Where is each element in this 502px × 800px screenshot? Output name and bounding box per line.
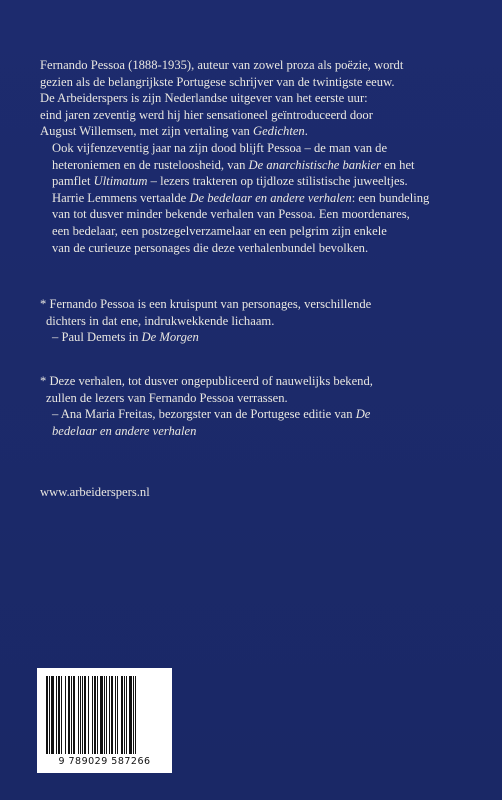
review-quote-2: [40, 373, 480, 439]
blurb: [40, 57, 472, 256]
barcode-bar: [109, 676, 110, 754]
blurb-line: van de curieuze personages die deze verhalenbundel bevolken.: [52, 240, 369, 255]
blurb-line: Ook vijfenzeventig jaar na zijn dood blijft Pessoa – de man van de: [52, 140, 388, 155]
blurb-line: Fernando Pessoa (1888-1935), auteur van zowel proza als poëzie, wordt: [40, 58, 404, 72]
source-title: De Morgen: [141, 330, 199, 345]
quote-attribution: [40, 406, 480, 423]
text-run: August Willemsen, met zijn vertaling van: [40, 124, 253, 139]
barcode-bar: [117, 676, 118, 754]
barcode-bar: [92, 676, 93, 754]
book-title-gedichten: Gedichten: [252, 124, 305, 139]
barcode-bar: [126, 676, 127, 754]
barcode-bar: [68, 676, 70, 754]
barcode-bar: [84, 676, 86, 754]
blurb-line: De Arbeiderspers is zijn Nederlandse uitgever van het eerste uur:: [40, 91, 368, 106]
barcode-bar: [133, 676, 134, 754]
text-run: – Ana Maria Freitas, bezorgster van de Portugese editie van: [52, 407, 356, 422]
isbn-number: 9 789029 587266: [58, 756, 151, 767]
blurb-line: gezien als de belangrijkste Portugese schrijver van de twintigste eeuw.: [40, 74, 395, 89]
book-title-ultimatum: Ultimatum: [93, 174, 148, 189]
text-run: – Paul Demets in: [52, 330, 142, 345]
barcode-bar: [46, 676, 48, 754]
blurb-paragraph-1: [40, 57, 472, 140]
blurb-line: [40, 190, 472, 207]
text-run: heteroniemen en de rusteloosheid, van: [52, 157, 249, 172]
barcode-bar: [49, 676, 50, 754]
text-run: .: [304, 124, 308, 139]
text-run: pamflet: [52, 174, 94, 189]
barcode-bar: [73, 676, 75, 754]
quote-line: * Deze verhalen, tot dusver ongepubliceerd of nauwelijks bekend,: [40, 374, 373, 388]
barcode-bar: [58, 676, 60, 754]
barcode-bar: [56, 676, 57, 754]
quote-attribution-continued: bedelaar en andere verhalen: [52, 423, 197, 438]
barcode-bar: [135, 676, 136, 754]
quote-line: * Fernando Pessoa is een kruispunt van personages, verschillende: [40, 297, 372, 311]
barcode-bar: [82, 676, 83, 754]
publisher-website[interactable]: www.arbeiderspers.nl: [40, 485, 150, 499]
blurb-line: [40, 123, 472, 140]
blurb-line: [40, 157, 472, 174]
barcode-bar: [97, 676, 98, 754]
text-run: : een bundeling: [351, 190, 430, 205]
quote-line: zullen de lezers van Fernando Pessoa verrassen.: [46, 390, 288, 405]
source-title: De: [355, 407, 371, 422]
barcode-bar: [51, 676, 54, 754]
barcode-bar: [129, 676, 132, 754]
blurb-line: een bedelaar, een postzegelverzamelaar en een pelgrim zijn enkele: [52, 223, 387, 238]
blurb-line: eind jaren zeventig werd hij hier sensationeel geïntroduceerd door: [40, 107, 373, 122]
barcode-bar: [104, 676, 105, 754]
barcode-bar: [100, 676, 103, 754]
blurb-line: [40, 173, 472, 190]
barcode-bar: [88, 676, 89, 754]
text-run: en het: [380, 157, 415, 172]
barcode-bar: [65, 676, 66, 754]
barcode-bar: [111, 676, 113, 754]
book-title-anarchistische-bankier: De anarchistische bankier: [248, 157, 381, 172]
barcode: [37, 668, 172, 773]
barcode-bar: [61, 676, 62, 754]
text-run: Harrie Lemmens vertaalde: [52, 190, 190, 205]
barcode-bar: [71, 676, 72, 754]
book-title-bedelaar: De bedelaar en andere verhalen: [189, 190, 352, 205]
barcode-bar: [106, 676, 107, 754]
review-quote-1: [40, 296, 480, 346]
barcode-bar: [94, 676, 96, 754]
blurb-line: van tot dusver minder bekende verhalen van Pessoa. Een moordenares,: [52, 207, 410, 222]
barcode-bar: [78, 676, 79, 754]
quote-attribution: [40, 329, 480, 346]
barcode-bar: [115, 676, 116, 754]
barcode-bar: [80, 676, 81, 754]
text-run: – lezers trakteren op tijdloze stilistische juweeltjes.: [147, 174, 408, 189]
quote-line: dichters in dat ene, indrukwekkende lichaam.: [46, 313, 275, 328]
barcode-bar: [124, 676, 125, 754]
barcode-bar: [121, 676, 123, 754]
barcode-bars: [45, 676, 164, 754]
blurb-paragraph-2: [40, 140, 472, 256]
